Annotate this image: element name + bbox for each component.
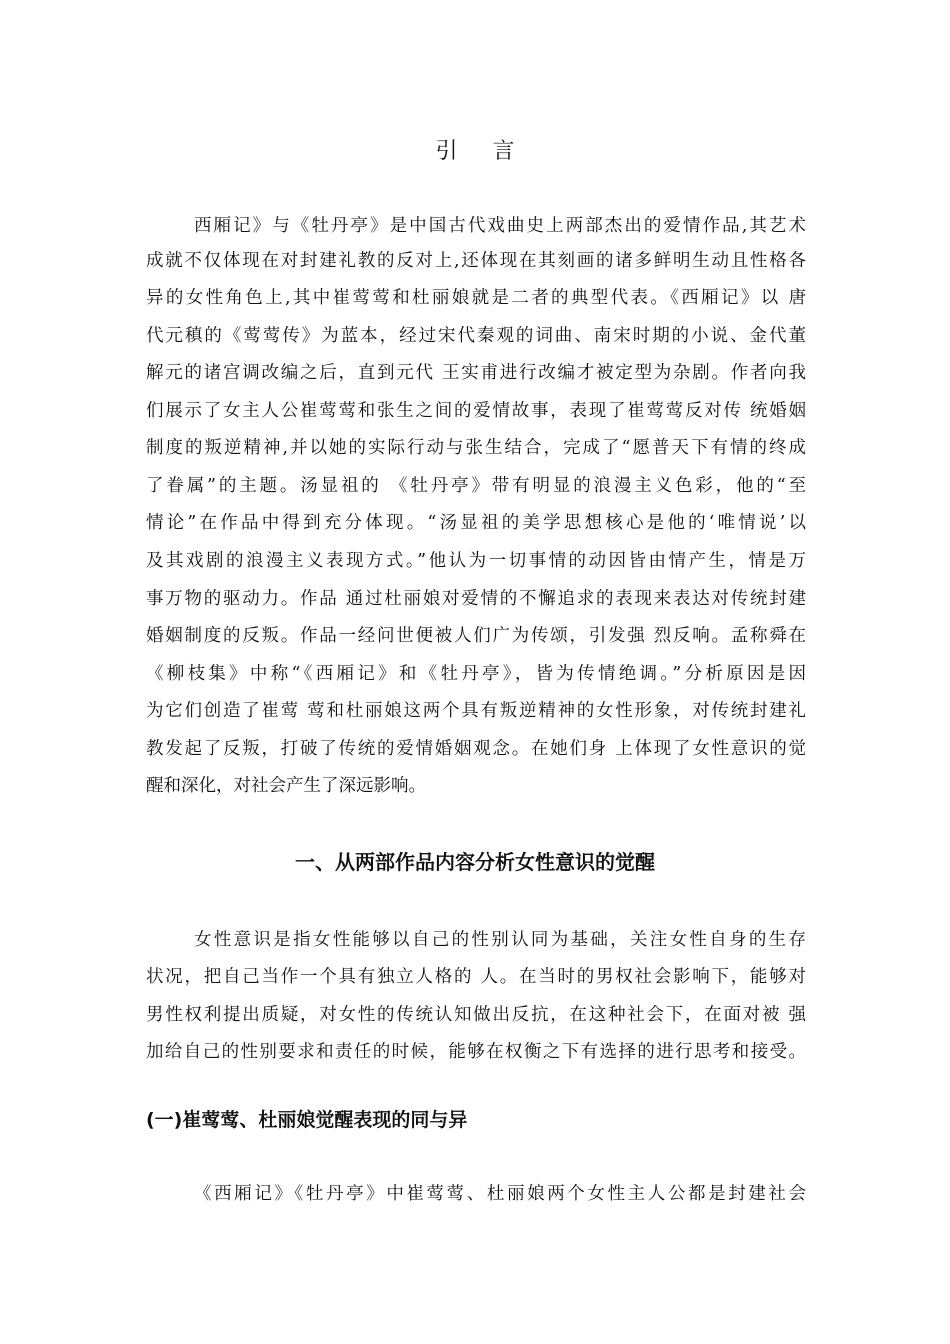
intro-line-16: 醒和深化，对社会产生了深远影响。 (146, 776, 426, 796)
section1-line-1: 女性意识是指女性能够以自己的性别认同为基础，关注女性自身的生存 (194, 930, 806, 950)
subsection1-line-1: 《西厢记》《牡丹亭》中崔莺莺、杜丽娘两个女性主人公都是封建社会 (194, 1184, 806, 1204)
section1-line-4: 加给自己的性别要求和责任的时候，能够在权衡之下有选择的进行思考和接受。 (146, 1042, 806, 1062)
intro-line-3: 异的女性角色上,其中崔莺莺和杜丽娘就是二者的典型代表。《西厢记》以 唐 (146, 288, 806, 308)
intro-line-7: 制度的叛逆精神,并以她的实际行动与张生结合，完成了“愿普天下有情的终成 (146, 438, 806, 458)
intro-line-2: 成就不仅体现在对封建礼教的反对上,还体现在其刻画的诸多鲜明生动且性格各 (146, 251, 806, 271)
intro-line-10: 及其戏剧的浪漫主义表现方式。”他认为一切事情的动因皆由情产生，情是万 (146, 551, 806, 571)
intro-line-13: 《柳枝集》中称“《西厢记》和《牡丹亭》，皆为传情绝调。”分析原因是因 (146, 664, 806, 684)
intro-line-14: 为它们创造了崔莺 莺和杜丽娘这两个具有叛逆精神的女性形象，对传统封建礼 (146, 701, 806, 721)
section1-line-3: 男性权利提出质疑，对女性的传统认知做出反抗，在这种社会下，在面对被 强 (146, 1005, 806, 1025)
section1-line-2: 状况，把自己当作一个具有独立人格的 人。在当时的男权社会影响下，能够对 (146, 967, 806, 987)
intro-line-4: 代元稹的《莺莺传》为蓝本，经过宋代秦观的词曲、南宋时期的小说、金代董 (146, 326, 806, 346)
section-heading: 一、从两部作品内容分析女性意识的觉醒 (295, 850, 655, 874)
intro-line-5: 解元的诸宫调改编之后，直到元代 王实甫进行改编才被定型为杂剧。作者向我 (146, 363, 806, 383)
page-title: 引 言 (435, 139, 529, 164)
intro-line-15: 教发起了反叛，打破了传统的爱情婚姻观念。在她们身 上体现了女性意识的觉 (146, 739, 806, 759)
intro-line-8: 了眷属”的主题。汤显祖的 《牡丹亭》带有明显的浪漫主义色彩，他的“至 (146, 476, 806, 496)
intro-line-9: 情论”在作品中得到充分体现。“汤显祖的美学思想核心是他的‘唯情说’以 (146, 513, 806, 533)
intro-line-11: 事万物的驱动力。作品 通过杜丽娘对爱情的不懈追求的表现来表达对传统封建 (146, 589, 806, 609)
intro-line-1: 西厢记》与《牡丹亭》是中国古代戏曲史上两部杰出的爱情作品,其艺术 (194, 216, 806, 236)
subsection-heading: (一)崔莺莺、杜丽娘觉醒表现的同与异 (146, 1109, 468, 1131)
intro-line-12: 婚姻制度的反叛。作品一经问世便被人们广为传颂，引发强 烈反响。孟称舜在 (146, 626, 806, 646)
intro-line-6: 们展示了女主人公崔莺莺和张生之间的爱情故事，表现了崔莺莺反对传 统婚姻 (146, 401, 806, 421)
